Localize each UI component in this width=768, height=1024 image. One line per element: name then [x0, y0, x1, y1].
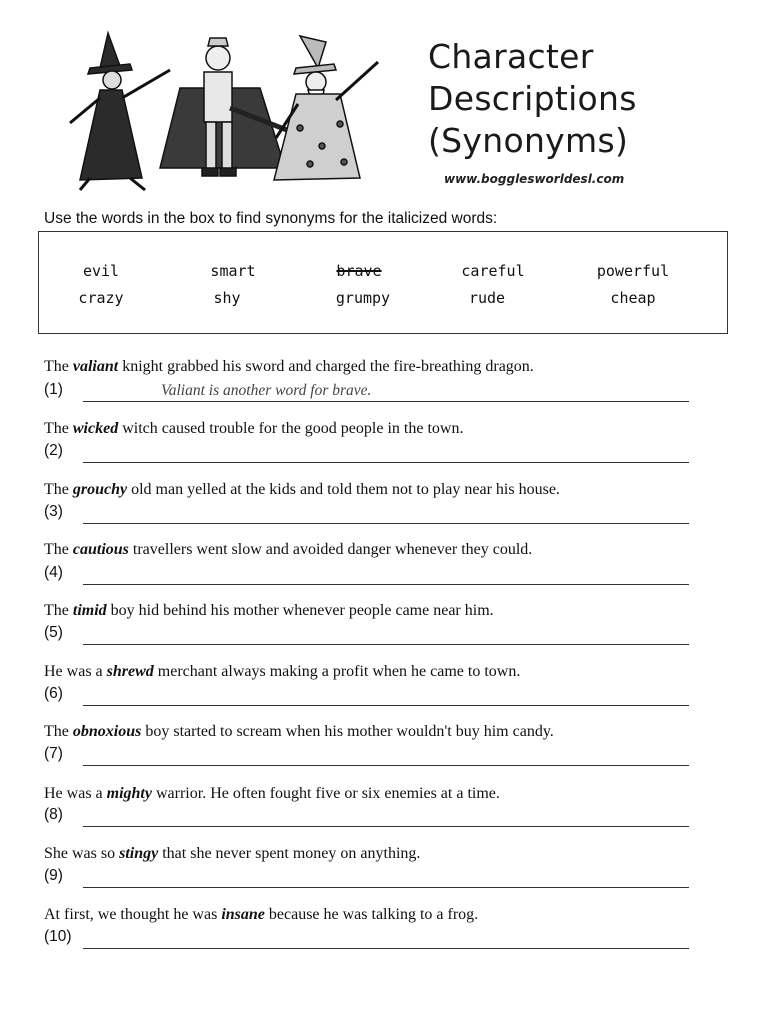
question-sentence: The grouchy old man yelled at the kids and told them not to play near his house.: [44, 481, 560, 498]
answer-line[interactable]: [83, 564, 689, 585]
word-box-item: crazy: [78, 289, 124, 307]
answer-line[interactable]: [83, 867, 689, 888]
question-number: (4): [44, 564, 63, 581]
italic-keyword: insane: [221, 906, 265, 923]
answer-line[interactable]: [83, 624, 689, 645]
word-box-item-crossed-out: brave: [336, 262, 382, 280]
italic-keyword: timid: [72, 602, 107, 619]
witch-figure: [70, 33, 170, 190]
question-number: (8): [44, 806, 63, 823]
wizard-figure: [274, 36, 378, 180]
italic-keyword: obnoxious: [72, 723, 142, 740]
question-sentence: The timid boy hid behind his mother whenever people came near him.: [44, 602, 494, 619]
worksheet-title: [428, 36, 637, 162]
word-box-item: rude: [468, 289, 506, 307]
question-sentence: The obnoxious boy started to scream when his mother wouldn't buy him candy.: [44, 723, 554, 740]
word-box-item: grumpy: [335, 289, 391, 307]
italic-keyword: stingy: [119, 845, 159, 862]
answer-line[interactable]: [83, 685, 689, 706]
witch-knight-wizard-illustration: [60, 28, 390, 198]
question-number: (10): [44, 928, 72, 945]
answer-line[interactable]: [83, 806, 689, 827]
instructions: Use the words in the box to find synonyms for the italicized words:: [44, 210, 498, 227]
website-url: www.bogglesworldesl.com: [444, 172, 625, 186]
question-number: (2): [44, 442, 63, 459]
question-sentence: The wicked witch caused trouble for the good people in the town.: [44, 420, 464, 437]
title-line: Character: [428, 37, 594, 76]
answer-line[interactable]: [83, 928, 689, 949]
question-sentence: The valiant knight grabbed his sword and charged the fire-breathing dragon.: [44, 358, 534, 375]
answer-line[interactable]: [83, 381, 689, 402]
question-sentence: He was a mighty warrior. He often fought five or six enemies at a time.: [44, 785, 500, 802]
question-number: (7): [44, 745, 63, 762]
word-box-item: smart: [210, 262, 256, 280]
italic-keyword: wicked: [72, 420, 119, 437]
word-box: [38, 231, 728, 334]
example-answer: Valiant is another word for brave.: [161, 382, 372, 399]
answer-line[interactable]: [83, 442, 689, 463]
question-sentence: She was so stingy that she never spent money on anything.: [44, 845, 421, 862]
question-sentence: The cautious travellers went slow and avoided danger whenever they could.: [44, 541, 533, 558]
word-box-item: cheap: [610, 289, 656, 307]
answer-line[interactable]: [83, 745, 689, 766]
question-sentence: At first, we thought he was insane because he was talking to a frog.: [44, 906, 479, 923]
question-sentence: He was a shrewd merchant always making a profit when he came to town.: [44, 663, 521, 680]
word-box-item: evil: [82, 262, 120, 280]
title-line: (Synonyms): [428, 121, 629, 160]
question-number: (5): [44, 624, 63, 641]
word-box-item: careful: [461, 262, 525, 280]
word-box-item: shy: [213, 289, 241, 307]
knight-figure: [160, 38, 292, 176]
question-number: (6): [44, 685, 63, 702]
question-number: (1): [44, 381, 63, 398]
answer-line[interactable]: [83, 503, 689, 524]
italic-keyword: mighty: [106, 785, 152, 802]
italic-keyword: shrewd: [106, 663, 154, 680]
question-number: (9): [44, 867, 63, 884]
title-line: Descriptions: [428, 79, 637, 118]
italic-keyword: valiant: [72, 358, 119, 375]
question-number: (3): [44, 503, 63, 520]
italic-keyword: cautious: [72, 541, 129, 558]
italic-keyword: grouchy: [72, 481, 128, 498]
word-box-item: powerful: [596, 262, 670, 280]
